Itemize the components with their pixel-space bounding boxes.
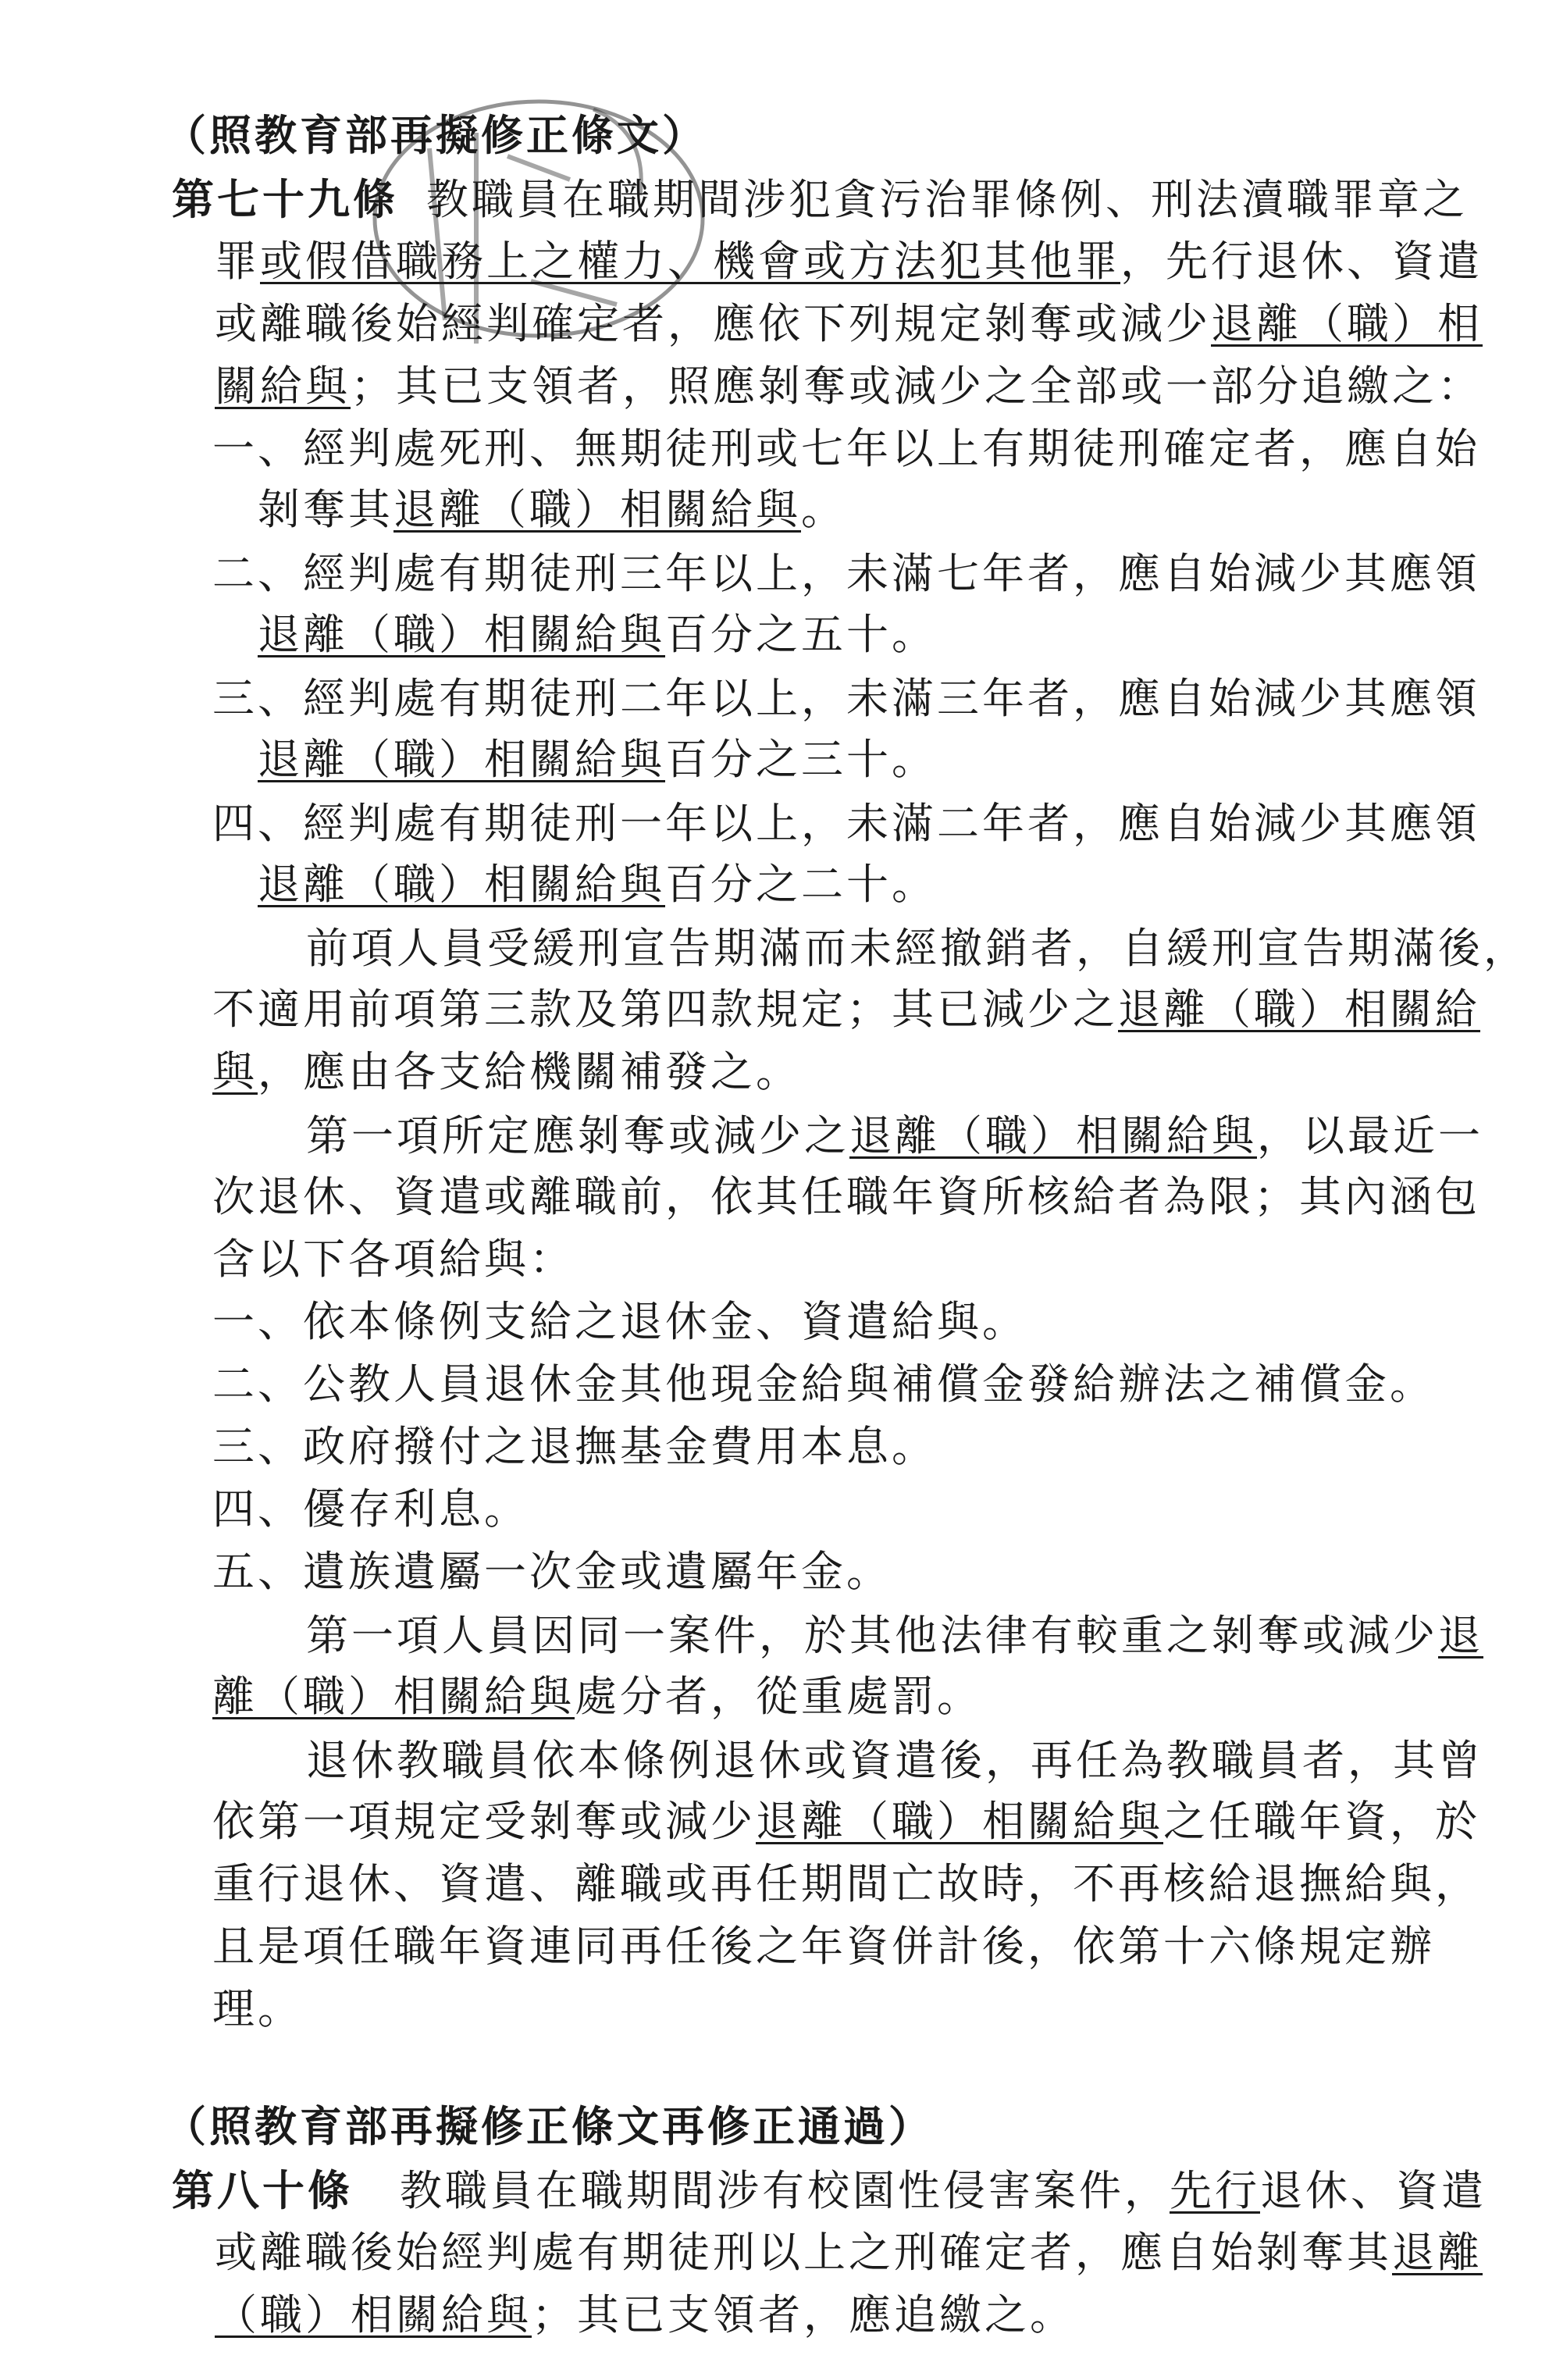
underlined-text: 關給與 [215,362,351,411]
underlined-text: 退離 [1392,2228,1483,2277]
underlined-text: （職）相關給與 [215,2290,532,2339]
paragraph-line: 不適用前項第三款及第四款規定；其已減少之退離（職）相關給 [212,985,1480,1034]
list-item: 二、經判處有期徒刑三年以上，未滿七年者，應自始減少其應領 [212,549,1480,598]
list-item-cont: 退離（職）相關給與百分之二十。 [258,860,937,909]
section-heading: （照教育部再擬修正條文再修正通過） [164,2101,934,2151]
paragraph-line: 前項人員受緩刑宣告期滿而未經撤銷者，自緩刑宣告期滿後， [306,924,1529,973]
paragraph-line: 含以下各項給與： [212,1235,575,1284]
underlined-text: 退離（職）相關給 [1118,985,1480,1034]
underlined-text: 離（職）相關給與 [212,1672,575,1721]
article-label: 第七十九條 [172,174,398,224]
paragraph-line: 重行退休、資遣、離職或再任期間亡故時，不再核給退撫給與， [212,1859,1480,1908]
list-item-cont: 退離（職）相關給與百分之五十。 [258,610,937,659]
list-item: 一、經判處死刑、無期徒刑或七年以上有期徒刑確定者，應自始 [212,424,1480,473]
article-80-line: 第八十條 教職員在職期間涉有校園性侵害案件，先行退休、資遣 [172,2165,1487,2215]
paragraph-line: 依第一項規定受剝奪或減少退離（職）相關給與之任職年資，於 [212,1797,1480,1846]
underlined-text: 退離（職）相關給與 [258,735,665,784]
article-79-line: 第七十九條 教職員在職期間涉犯貪污治罪條例、刑法瀆職罪章之 [172,174,1468,224]
paragraph-line: 次退休、資遣或離職前，依其任職年資所核給者為限；其內涵包 [212,1172,1480,1221]
paragraph-line: 第一項所定應剝奪或減少之退離（職）相關給與，以最近一 [306,1111,1483,1160]
list-item: 四、優存利息。 [212,1484,529,1534]
underlined-text: 退離（職）相關給與 [756,1797,1163,1846]
article-label: 第八十條 [172,2165,353,2215]
list-item: 二、公教人員退休金其他現金給與補償金發給辦法之補償金。 [212,1359,1435,1409]
paragraph-line: 第一項人員因同一案件，於其他法律有較重之剝奪或減少退 [306,1611,1483,1660]
list-item: 四、經判處有期徒刑一年以上，未滿二年者，應自始減少其應領 [212,799,1480,848]
underlined-text: 或假借職務上之權力、機會或方法犯其他罪 [260,237,1120,286]
text-line: 或離職後始經判確定者，應依下列規定剝奪或減少退離（職）相 [215,299,1483,348]
underlined-text: 退離（職）相 [1211,299,1483,348]
section-heading: （照教育部再擬修正條文） [164,110,707,160]
paragraph-line: 與，應由各支給機關補發之。 [212,1047,801,1096]
underlined-text: 先行 [1170,2166,1260,2215]
paragraph-line: 理。 [212,1984,303,2033]
underlined-text: 與 [212,1047,258,1096]
text-line: 罪或假借職務上之權力、機會或方法犯其他罪，先行退休、資遣 [215,237,1483,286]
paragraph-line: 離（職）相關給與處分者，從重處罰。 [212,1672,982,1721]
list-item: 三、經判處有期徒刑二年以上，未滿三年者，應自始減少其應領 [212,674,1480,723]
paragraph-line: 退休教職員依本條例退休或資遣後，再任為教職員者，其曾 [306,1736,1483,1785]
list-item: 五、遺族遺屬一次金或遺屬年金。 [212,1547,892,1596]
text-line: （職）相關給與；其已支領者，應追繳之。 [215,2290,1075,2339]
underlined-text: 退離（職）相關給與 [258,610,665,659]
underlined-text: 退離（職）相關給與 [393,485,801,534]
list-item-cont: 退離（職）相關給與百分之三十。 [258,735,937,784]
list-item: 一、依本條例支給之退休金、資遣給與。 [212,1297,1027,1346]
list-item-cont: 剝奪其退離（職）相關給與。 [258,485,846,534]
text-line: 關給與；其已支領者，照應剝奪或減少之全部或一部分追繳之： [215,362,1483,411]
underlined-text: 退 [1438,1611,1483,1660]
paragraph-line: 且是項任職年資連同再任後之年資併計後，依第十六條規定辦 [212,1922,1435,1971]
list-item: 三、政府撥付之退撫基金費用本息。 [212,1422,937,1471]
underlined-text: 退離（職）相關給與 [849,1111,1257,1160]
text-line: 或離職後始經判處有期徒刑以上之刑確定者，應自始剝奪其退離 [215,2228,1483,2277]
underlined-text: 退離（職）相關給與 [258,860,665,909]
